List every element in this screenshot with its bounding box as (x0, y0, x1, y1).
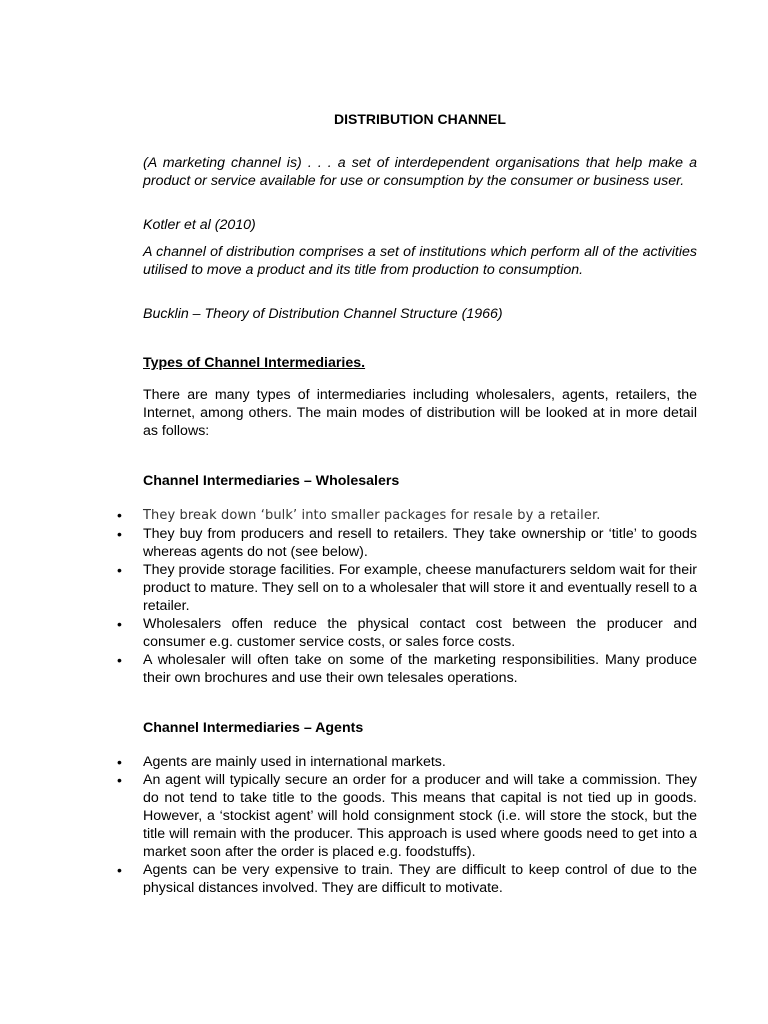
bullet-icon: • (117, 616, 122, 632)
bullet-icon: • (117, 652, 122, 668)
list-item-text: They provide storage facilities. For example, cheese manufacturers seldom wait for their product to mature. They sell on to a wholesaler that will store it and eventually resell to a retailer. (143, 562, 697, 614)
citation-bucklin: Bucklin – Theory of Distribution Channel Structure (1966) (143, 306, 503, 322)
list-item-text: They buy from producers and resell to retailers. They take ownership or ‘title’ to goods whereas agents do not (see below). (143, 526, 697, 560)
bullet-icon: • (117, 754, 122, 770)
list-item (117, 506, 697, 525)
bullet-icon: • (117, 862, 122, 878)
list-item (117, 771, 697, 861)
list-item-text: An agent will typically secure an order for a producer and will take a commission. They do not tend to take title to the goods. This means that capital is not tied up in goods. However, a ‘stockist agent’ will hold consignment stock (i.e. will store the stock, but the title will remain with the producer. This approach is used where goods need to get into a market soon after the order is placed e.g. foodstuffs). (143, 772, 697, 860)
definition-kotler: (A marketing channel is) . . . a set of interdependent organisations that help make a product or service available for use or consumption by the consumer or business user. (143, 155, 697, 189)
list-item-text: Agents can be very expensive to train. They are difficult to keep control of due to the physical distances involved. They are difficult to motivate. (143, 862, 697, 896)
list-item (117, 651, 697, 687)
list-item (117, 753, 697, 771)
list-item (117, 561, 697, 615)
document-body (117, 110, 697, 897)
list-item (117, 615, 697, 651)
section-heading-wholesalers: Channel Intermediaries – Wholesalers (143, 473, 400, 489)
section-heading-agents: Channel Intermediaries – Agents (143, 720, 364, 736)
bullet-icon: • (117, 562, 122, 578)
citation-kotler: Kotler et al (2010) (143, 217, 256, 233)
list-item (117, 861, 697, 897)
bullet-icon: • (117, 507, 122, 523)
document-title: DISTRIBUTION CHANNEL (334, 111, 506, 127)
definition-bucklin: A channel of distribution comprises a set of institutions which perform all of the activities utilised to move a product and its title from production to consumption. (143, 244, 697, 278)
list-item (117, 525, 697, 561)
list-item-text: Agents are mainly used in international markets. (143, 754, 446, 770)
list-item-text: Wholesalers offen reduce the physical contact cost between the producer and consumer e.g. customer service costs, or sales force costs. (143, 616, 697, 650)
section-heading-types: Types of Channel Intermediaries. (143, 355, 366, 371)
agents-list (117, 753, 697, 897)
types-intro-paragraph: There are many types of intermediaries including wholesalers, agents, retailers, the Internet, among others. The main modes of distribution will be looked at in more detail as follows: (143, 387, 697, 439)
bullet-icon: • (117, 526, 122, 542)
list-item-text: A wholesaler will often take on some of the marketing responsibilities. Many produce their own brochures and use their own telesales operations. (143, 652, 697, 686)
list-item-text: They break down ‘bulk’ into smaller packages for resale by a retailer. (143, 508, 601, 523)
bullet-icon: • (117, 772, 122, 788)
wholesalers-list (117, 506, 697, 687)
